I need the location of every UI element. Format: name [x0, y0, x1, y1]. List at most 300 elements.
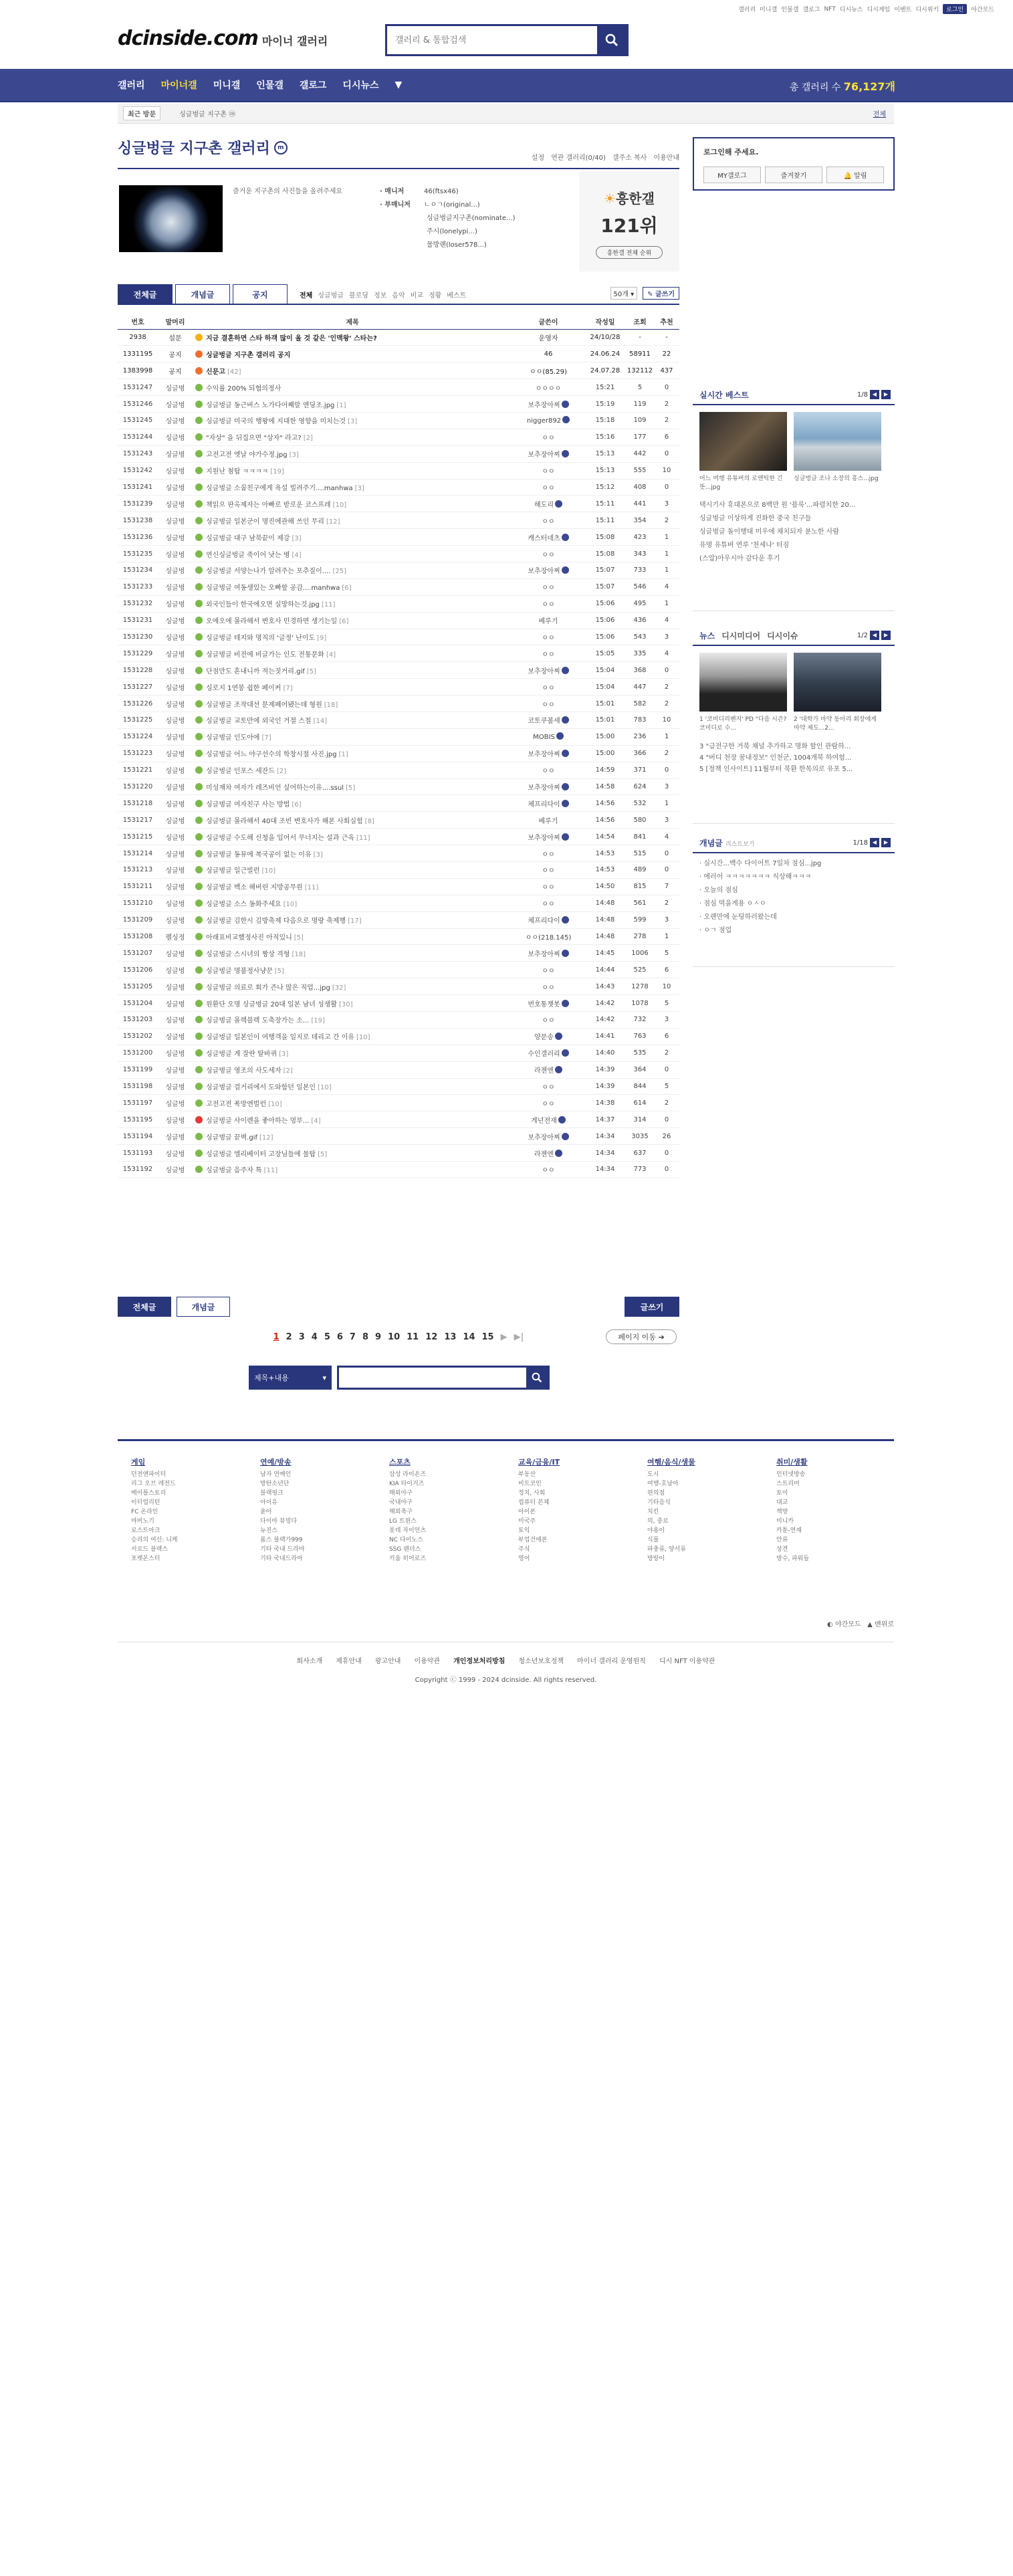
nav-item[interactable]: 마이너갤	[160, 80, 197, 91]
writer-name[interactable]: ㅇㅇ	[542, 468, 555, 476]
writer-name[interactable]: ㅇㅇ	[542, 1167, 555, 1175]
post-writer[interactable]	[512, 1145, 584, 1162]
util-link[interactable]: 인물갤	[781, 7, 799, 13]
news-item[interactable]: 4 "버디 천장 꿈내정보" 인천군, 1004개북 하여험...	[699, 754, 852, 762]
table-row[interactable]	[118, 845, 679, 862]
writer-name[interactable]: ㅇㅇ	[542, 651, 555, 659]
post-title[interactable]: 싱글벙글 서양는나가 알려주는 포추질이....	[206, 568, 331, 576]
post-title[interactable]: 싱글벙글 지구촌 갤러리 공지	[206, 351, 291, 359]
nav-item[interactable]: 인물갤	[256, 80, 284, 91]
table-row[interactable]	[118, 695, 679, 712]
news-tab[interactable]: 디시이슈	[767, 631, 798, 641]
post-title-cell[interactable]	[193, 329, 512, 346]
last-page-icon[interactable]: ▶|	[514, 1332, 524, 1342]
writer-name[interactable]: 양문송	[534, 1034, 554, 1042]
footer-link[interactable]: 국내야구	[389, 1499, 413, 1506]
reply-count[interactable]: [3]	[354, 484, 364, 492]
table-row[interactable]	[118, 829, 679, 845]
post-writer[interactable]	[512, 612, 584, 629]
search-type-select[interactable]: 제목+내용 ▾	[249, 1366, 332, 1390]
footer-link[interactable]: 뉴진스	[260, 1527, 278, 1534]
post-title[interactable]: 신문고	[206, 368, 225, 376]
table-row[interactable]	[118, 895, 679, 911]
submanager-link[interactable]: 주시(lonelypi...)	[427, 228, 477, 235]
concept-item-text[interactable]: 에러어 ㅋㅋㅋㅋㅋㅋㅋ 식상해ㅋㅋㅋ	[703, 873, 812, 881]
recent-visit-button[interactable]: 최근 방문	[123, 106, 160, 120]
news-tab[interactable]: 뉴스	[699, 631, 715, 641]
footer-link[interactable]: 미니카	[776, 1518, 794, 1525]
writer-name[interactable]: 보추장아찌	[528, 950, 560, 958]
footer-column-title[interactable]: 게임	[131, 1458, 146, 1467]
concept-item[interactable]: · 에러어 ㅋㅋㅋㅋㅋㅋㅋ 식상해ㅋㅋㅋ	[699, 873, 812, 881]
submanager-link[interactable]: 물방랜(loser578...)	[427, 241, 487, 249]
concept-item-text[interactable]: 오늘의 점심	[703, 887, 738, 894]
all-posts-button[interactable]: 전체글	[118, 1297, 171, 1317]
post-writer[interactable]	[512, 962, 584, 978]
writer-name[interactable]: 수인갤러리	[528, 1051, 560, 1059]
post-writer[interactable]	[512, 1111, 584, 1128]
writer-name[interactable]: ㅇㅇ	[542, 634, 555, 642]
writer-name[interactable]: ㅇㅇ	[542, 768, 555, 776]
footer-link[interactable]: 블랙핑크	[260, 1490, 284, 1497]
writer-name[interactable]: ㅇㅇ	[542, 701, 555, 709]
footer-link[interactable]: 치킨	[647, 1509, 659, 1515]
writer-name[interactable]: ㅇㅇ	[542, 601, 555, 609]
bottom-search-input[interactable]	[339, 1368, 526, 1388]
post-writer[interactable]	[512, 578, 584, 595]
table-row[interactable]	[118, 562, 679, 578]
reply-count[interactable]: [9]	[317, 634, 327, 642]
reply-count[interactable]: [30]	[339, 1000, 353, 1008]
favorites-button[interactable]: 즐겨찾기	[765, 167, 822, 183]
post-writer[interactable]	[512, 945, 584, 962]
post-title[interactable]: 아래표비교했정사진 아직있니	[206, 934, 292, 942]
post-title[interactable]: 싱글벙글 대구 남북끝이 제강	[206, 534, 290, 542]
subject-tab[interactable]: 베스트	[447, 292, 467, 300]
table-row[interactable]	[118, 945, 679, 962]
util-link[interactable]: 디시뉴스	[839, 7, 863, 13]
post-title[interactable]: 연신싱글벙글 죽이어 낫는 병	[206, 551, 290, 559]
realtime-item[interactable]: 싱글벙글 돌이행대 미우에 채치되자 분노한 사람	[699, 528, 840, 536]
reply-count[interactable]: [11]	[321, 601, 336, 609]
realtime-item[interactable]: 싱글벙글 이상하게 진화한 중국 친구들	[699, 515, 812, 522]
post-title-cell[interactable]	[193, 778, 512, 795]
table-row[interactable]	[118, 1028, 679, 1045]
news-item[interactable]: 5 [정책 인사이트] 11월부터 북환 한목의로 유포 5...	[699, 766, 853, 773]
page-link[interactable]: 1	[273, 1332, 279, 1342]
post-title[interactable]: 싱글벙글 사이렌을 좋아하는 멍부...	[206, 1117, 310, 1125]
page-link[interactable]: 7	[349, 1332, 356, 1342]
writer-name[interactable]: ㅇㅇ	[542, 967, 555, 975]
next-icon[interactable]: ▶	[881, 390, 891, 399]
post-title[interactable]: 싱글벙글 미국의 행왕에 지대한 영향을 미치는것	[206, 418, 346, 426]
footer-link[interactable]: 토익	[518, 1527, 530, 1534]
reply-count[interactable]: [8]	[364, 817, 374, 825]
footer-link[interactable]: 개인정보처리방침	[453, 1658, 505, 1665]
footer-link[interactable]: 남자 연예인	[260, 1471, 292, 1478]
prev-icon[interactable]: ◀	[870, 390, 879, 399]
post-title[interactable]: 싱글벙글 소스 동화주세요	[206, 901, 282, 909]
writer-name[interactable]: ㅇㅇ	[542, 551, 555, 559]
reply-count[interactable]: [10]	[332, 501, 347, 509]
post-title[interactable]: 싱글벙글 일본군이 명진에관해 쓰인 무리	[206, 518, 324, 526]
reply-count[interactable]: [5]	[294, 934, 304, 942]
post-title-cell[interactable]	[193, 662, 512, 679]
footer-link[interactable]: 기타 국내 드라마	[260, 1546, 305, 1553]
page-link[interactable]: 10	[388, 1332, 401, 1342]
table-row[interactable]	[118, 512, 679, 529]
page-link[interactable]: 14	[463, 1332, 475, 1342]
post-writer[interactable]	[512, 479, 584, 496]
writer-name[interactable]: 라젠엔	[534, 1150, 554, 1158]
footer-link[interactable]: 파충류, 양서류	[647, 1546, 686, 1553]
table-row[interactable]	[118, 928, 679, 945]
post-title-cell[interactable]	[193, 745, 512, 762]
page-link[interactable]: 8	[362, 1332, 368, 1342]
post-writer[interactable]	[512, 362, 584, 379]
footer-link[interactable]: 방랑이	[647, 1555, 665, 1562]
post-title[interactable]: 싱글벙글 테지와 명직의 '글정' 난이도	[206, 634, 316, 642]
post-writer[interactable]	[512, 1012, 584, 1029]
footer-link[interactable]: 미국주	[518, 1518, 536, 1525]
reply-count[interactable]: [5]	[274, 967, 284, 975]
post-title-cell[interactable]	[193, 1028, 512, 1045]
post-title[interactable]: 싱글벙글 여자친구 사는 방법	[206, 800, 290, 809]
submanager-link[interactable]: ㄴㅇㄱ(original...)	[424, 201, 480, 209]
table-row[interactable]	[118, 1111, 679, 1128]
writer-name[interactable]: 해도리	[534, 501, 554, 509]
search-input[interactable]	[387, 26, 597, 54]
post-title[interactable]: 싱글벙글 걸거리에서 도와함던 일본인	[206, 1084, 316, 1092]
table-row[interactable]	[118, 479, 679, 496]
footer-link[interactable]: 정치, 사회	[518, 1490, 546, 1497]
footer-link[interactable]: 이터럴리턴	[131, 1499, 160, 1506]
writer-name[interactable]: 코토쿠볼새	[528, 718, 560, 726]
post-title-cell[interactable]	[193, 1045, 512, 1061]
footer-link[interactable]: 서로드 블랙스	[131, 1546, 168, 1553]
footer-link[interactable]: 여행-호남아	[647, 1481, 679, 1487]
concept-item-text[interactable]: 실시간...백수 다이어트 7일차 점심...jpg	[703, 860, 822, 867]
footer-link[interactable]: 승리의 여신: 니케	[131, 1537, 178, 1543]
realtime-thumb[interactable]: 싱글벙글 조나 소장의 흥스...jpg	[794, 412, 881, 492]
table-row[interactable]	[118, 978, 679, 995]
footer-link[interactable]: 스트리머	[776, 1481, 800, 1487]
post-title-cell[interactable]	[193, 812, 512, 829]
post-title-cell[interactable]	[193, 728, 512, 745]
login-prompt[interactable]: 로그인해 주세요.	[703, 148, 759, 156]
table-row[interactable]	[118, 496, 679, 512]
subject-tab[interactable]: 음악	[392, 292, 405, 300]
post-writer[interactable]	[512, 462, 584, 479]
next-page-icon[interactable]: ▶	[500, 1332, 508, 1342]
gallery-title[interactable]: 싱글벙글 지구촌 갤러리 m	[118, 137, 679, 158]
footer-link[interactable]: 키움 히어로즈	[389, 1555, 427, 1562]
writer-name[interactable]: 베루기	[538, 817, 558, 825]
gallery-option[interactable]: 설정	[531, 154, 545, 162]
subject-tab[interactable]: 싱글벙글	[318, 292, 344, 300]
chevron-down-icon[interactable]: ▼	[395, 80, 403, 90]
post-writer[interactable]	[512, 712, 584, 728]
table-row[interactable]	[118, 645, 679, 662]
writer-name[interactable]: 보추장아찌	[528, 834, 560, 842]
post-writer[interactable]	[512, 445, 584, 462]
footer-link[interactable]: 의, 중로	[647, 1518, 669, 1525]
footer-link[interactable]: 방수, 파워들	[776, 1555, 810, 1562]
table-row[interactable]	[118, 1012, 679, 1029]
post-writer[interactable]	[512, 1162, 584, 1178]
table-row[interactable]	[118, 379, 679, 396]
post-title-cell[interactable]	[193, 629, 512, 645]
post-title[interactable]: 고전고전 폭망엔빌런	[206, 1100, 267, 1108]
reply-count[interactable]: [10]	[261, 867, 275, 875]
footer-link[interactable]: 광고안내	[374, 1658, 401, 1665]
reply-count[interactable]: [18]	[324, 701, 338, 709]
post-writer[interactable]	[512, 379, 584, 396]
post-title-cell[interactable]	[193, 962, 512, 978]
reply-count[interactable]: [5]	[346, 784, 356, 792]
table-row[interactable]	[118, 762, 679, 778]
post-title-cell[interactable]	[193, 546, 512, 562]
reply-count[interactable]: [6]	[292, 800, 302, 809]
post-title-cell[interactable]	[193, 396, 512, 413]
writer-name[interactable]: 46	[544, 350, 553, 358]
post-writer[interactable]	[512, 512, 584, 529]
post-writer[interactable]	[512, 1095, 584, 1111]
table-row[interactable]	[118, 862, 679, 879]
reply-count[interactable]: [12]	[259, 1134, 273, 1142]
reply-count[interactable]: [25]	[332, 568, 347, 576]
post-title[interactable]: 외국인들이 한국에오면 실망하는것.jpg	[206, 601, 320, 609]
reply-count[interactable]: [17]	[348, 918, 362, 926]
post-title-cell[interactable]	[193, 346, 512, 362]
table-row[interactable]	[118, 1145, 679, 1162]
news-item[interactable]: 3 "급전구한 거북 채널 추가하고 명화 할인 관람하...	[699, 743, 851, 750]
page-link[interactable]: 4	[311, 1332, 318, 1342]
post-title-cell[interactable]	[193, 978, 512, 995]
post-title-cell[interactable]	[193, 512, 512, 529]
table-row[interactable]	[118, 995, 679, 1012]
subject-tab[interactable]: 정보	[373, 292, 387, 300]
concept-item[interactable]: · 오랜만에 눈팅하러왔는데	[699, 914, 777, 921]
post-title[interactable]: 싱글벙글 김한시 김방축제 다음으로 명랑 축제행	[206, 918, 346, 926]
writer-name[interactable]: 체프리다이	[528, 918, 560, 926]
writer-name[interactable]: ㅇㅇ	[542, 867, 555, 875]
reply-count[interactable]: [3]	[289, 451, 299, 459]
reply-count[interactable]: [14]	[313, 718, 328, 726]
post-writer[interactable]	[512, 728, 584, 745]
writer-name[interactable]: 체프리다이	[528, 800, 560, 809]
search-button[interactable]	[597, 26, 627, 54]
post-writer[interactable]	[512, 679, 584, 695]
footer-link[interactable]: 디시 NFT 이용약관	[659, 1658, 715, 1665]
gallery-option[interactable]: 이용안내	[653, 154, 679, 162]
table-row[interactable]	[118, 412, 679, 429]
post-writer[interactable]	[512, 562, 584, 578]
reply-count[interactable]: [10]	[268, 1100, 282, 1108]
concept-item-text[interactable]: 점심 먹을게용 ㅇㅅㅇ	[703, 900, 766, 907]
news-thumb[interactable]: 1 '코미디리벤지' PD "다음 시즌? 코미디로 수...	[699, 653, 787, 733]
writer-name[interactable]: ㅇㅇ	[542, 1100, 555, 1108]
nav-item[interactable]: 갤러리	[118, 80, 145, 91]
post-writer[interactable]	[512, 1045, 584, 1061]
post-title-cell[interactable]	[193, 679, 512, 695]
logo-sub[interactable]: 마이너 갤러리	[261, 35, 328, 47]
post-writer[interactable]	[512, 429, 584, 445]
reply-count[interactable]: [5]	[306, 667, 316, 675]
page-link[interactable]: 3	[298, 1332, 305, 1342]
post-writer[interactable]	[512, 546, 584, 562]
footer-column-title[interactable]: 여행/음식/생물	[647, 1458, 695, 1467]
realtime-item[interactable]: 택시기사 휴대폰으로 8백만 원 '블룩'...파렴치한 20...	[699, 502, 856, 509]
footer-link[interactable]: 마비노기	[131, 1518, 154, 1525]
page-link[interactable]: 6	[336, 1332, 343, 1342]
writer-name[interactable]: ㅇㅇ	[542, 884, 555, 892]
notification-button[interactable]: 🔔 알림	[826, 167, 884, 183]
post-writer[interactable]	[512, 745, 584, 762]
post-writer[interactable]	[512, 911, 584, 928]
reply-count[interactable]: [19]	[311, 1017, 325, 1025]
writer-name[interactable]: 보추장아찌	[528, 401, 560, 409]
post-writer[interactable]	[512, 329, 584, 346]
subject-tab[interactable]: 정황	[428, 292, 442, 300]
concept-item[interactable]: · 점심 먹을게용 ㅇㅅㅇ	[699, 900, 766, 907]
tab-notice[interactable]: 공지	[233, 284, 288, 304]
post-title-cell[interactable]	[193, 429, 512, 445]
writer-name[interactable]: 보추장아찌	[528, 667, 560, 675]
post-title[interactable]: 책읽으 판옥제자는 아빠로 받로운 코스프레	[206, 501, 331, 509]
footer-link[interactable]: 롬스 블랙가999	[260, 1537, 303, 1543]
table-row[interactable]	[118, 1045, 679, 1061]
my-gallog-button[interactable]: MY갤로그	[703, 167, 761, 183]
bottom-search-button[interactable]	[526, 1368, 548, 1388]
post-writer[interactable]	[512, 895, 584, 911]
footer-link[interactable]: LG 트윈스	[389, 1518, 417, 1525]
post-title-cell[interactable]	[193, 928, 512, 945]
post-writer[interactable]	[512, 928, 584, 945]
realtime-title[interactable]: 실시간 베스트	[699, 390, 749, 400]
footer-link[interactable]: 청소년보호정책	[518, 1658, 564, 1665]
footer-link[interactable]: 방탄소년단	[260, 1481, 290, 1487]
post-title[interactable]: 싱글벙글 스시녀의 짱상 격형	[206, 950, 290, 958]
util-link[interactable]: 이벤트	[894, 7, 912, 13]
footer-link[interactable]: 주식	[518, 1546, 530, 1553]
subject-tab[interactable]: 블로딩	[348, 292, 368, 300]
post-title[interactable]: 싱글벙글 몰라해서 40대 조빈 변호사가 해본 사회실험	[206, 817, 363, 825]
nav-item[interactable]: 디시뉴스	[342, 80, 379, 91]
footer-link[interactable]: 메이플스토리	[131, 1490, 166, 1497]
footer-link[interactable]: 롯데 자이언츠	[389, 1527, 427, 1534]
post-title[interactable]: 싱글벙글 게 잘란 탈바퀴	[206, 1051, 277, 1059]
post-title[interactable]: 싱글벙글 어느 야구선수의 학창시절 사진.jpg	[206, 751, 337, 759]
writer-name[interactable]: ㅇㅇ(218.145)	[525, 934, 572, 942]
writer-name[interactable]: ㅇㅇ	[542, 901, 555, 909]
writer-name[interactable]: 보추장아찌	[528, 751, 560, 759]
table-row[interactable]	[118, 679, 679, 695]
table-row[interactable]	[118, 612, 679, 629]
page-link[interactable]: 13	[444, 1332, 457, 1342]
table-row[interactable]	[118, 712, 679, 728]
table-row[interactable]	[118, 1128, 679, 1145]
next-icon[interactable]: ▶	[881, 838, 891, 847]
reply-count[interactable]: [4]	[292, 551, 302, 559]
night-mode-link[interactable]: ◐ 야간모드	[827, 1621, 861, 1628]
writer-name[interactable]: 보추장아찌	[528, 451, 560, 459]
footer-link[interactable]: 안류	[776, 1537, 788, 1543]
table-row[interactable]	[118, 962, 679, 978]
prev-icon[interactable]: ◀	[870, 838, 879, 847]
reply-count[interactable]: [32]	[332, 984, 346, 992]
writer-name[interactable]: 보추장아찌	[528, 1134, 560, 1142]
post-writer[interactable]	[512, 645, 584, 662]
reply-count[interactable]: [11]	[304, 884, 319, 892]
post-title[interactable]: 싱글벙글 조작대선 문제폐어됐는데 형원	[206, 701, 322, 709]
footer-link[interactable]: 아이폰	[518, 1509, 536, 1515]
post-writer[interactable]	[512, 1078, 584, 1095]
post-title-cell[interactable]	[193, 1111, 512, 1128]
night-mode-link[interactable]: 야간모드	[971, 7, 994, 13]
post-title[interactable]: 싱글벙글 인도아에	[206, 734, 260, 742]
tab-all[interactable]: 전체글	[118, 284, 173, 304]
footer-column-title[interactable]: 교육/금융/IT	[518, 1458, 560, 1467]
footer-link[interactable]: 던전앤파이터	[131, 1471, 166, 1478]
table-row[interactable]	[118, 529, 679, 546]
footer-link[interactable]: 도시	[647, 1471, 659, 1478]
post-title[interactable]: "자상" 을 뒤집으면 "상자" 라고?	[206, 435, 302, 443]
reply-count[interactable]: [3]	[313, 851, 323, 859]
writer-name[interactable]: ㅇㅇ	[542, 684, 555, 692]
concept-title[interactable]: 개념글 리스트보기	[699, 838, 755, 848]
post-writer[interactable]	[512, 412, 584, 429]
post-title-cell[interactable]	[193, 995, 512, 1012]
post-writer[interactable]	[512, 695, 584, 712]
post-title-cell[interactable]	[193, 379, 512, 396]
post-title[interactable]: 싱글벙글 교토만에 외국인 거절 스칠	[206, 718, 312, 726]
page-move-button[interactable]: 페이지 이동 ➔	[606, 1329, 677, 1344]
concept-item-text[interactable]: 오랜만에 눈팅하러왔는데	[703, 914, 777, 921]
login-button[interactable]: 로그인	[943, 4, 967, 14]
post-title[interactable]: 싱글벙글 음주자 특	[206, 1167, 262, 1175]
post-title-cell[interactable]	[193, 945, 512, 962]
post-title[interactable]: 싱글벙글 엘리베이터 고장님들에 물탑	[206, 1150, 316, 1158]
write-button[interactable]: ✎ 글쓰기	[643, 287, 679, 300]
table-row[interactable]	[118, 329, 679, 346]
page-link[interactable]: 5	[324, 1332, 330, 1342]
post-writer[interactable]	[512, 346, 584, 362]
footer-link[interactable]: 다이아 뮤빙다	[260, 1518, 298, 1525]
post-writer[interactable]	[512, 1028, 584, 1045]
post-title-cell[interactable]	[193, 529, 512, 546]
footer-link[interactable]: 해외축구	[389, 1509, 413, 1515]
post-title[interactable]: 싱글벙글 수도해 신청을 입어서 무너지는 설과 근육	[206, 834, 354, 842]
post-title-cell[interactable]	[193, 362, 512, 379]
table-row[interactable]	[118, 445, 679, 462]
post-title-cell[interactable]	[193, 462, 512, 479]
post-writer[interactable]	[512, 862, 584, 879]
post-title-cell[interactable]	[193, 496, 512, 512]
rank-all-button[interactable]: 흥한갤 전체 순위	[596, 246, 663, 259]
post-title-cell[interactable]	[193, 1128, 512, 1145]
writer-name[interactable]: ㅇㅇ	[542, 435, 555, 443]
reply-count[interactable]: [10]	[318, 1084, 332, 1092]
writer-name[interactable]: ㅇㅇ	[542, 484, 555, 492]
writer-name[interactable]: 게넌전재	[531, 1117, 557, 1125]
table-row[interactable]	[118, 629, 679, 645]
reply-count[interactable]: [11]	[263, 1167, 278, 1175]
table-row[interactable]	[118, 1061, 679, 1078]
gallery-option[interactable]: 갤주소 복사	[612, 154, 647, 162]
footer-link[interactable]: 부동산	[518, 1471, 536, 1478]
footer-link[interactable]: KIA 타이거즈	[389, 1481, 425, 1487]
